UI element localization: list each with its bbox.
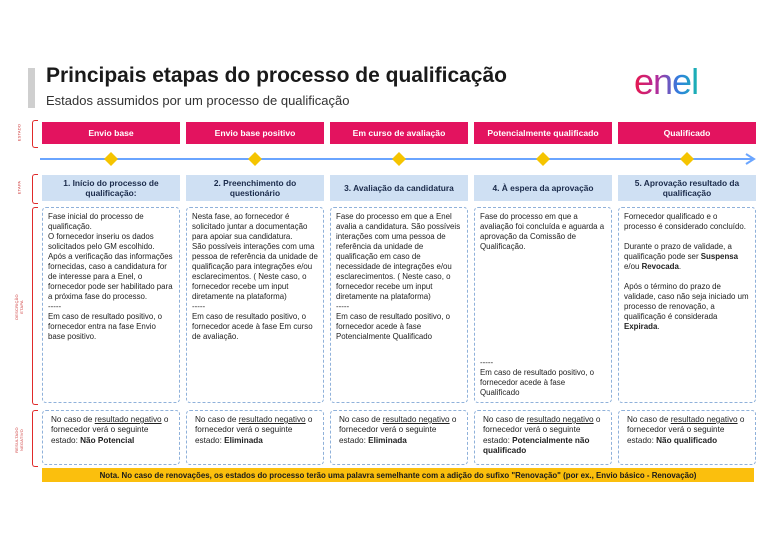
milestone-diamond <box>680 152 694 166</box>
description-text: Fase inicial do processo de qualificação. O fornecedor inseriu os dados solicitados pelo GM escolhido. Após a verificação das informações fornecidas, caso a candidatura for de interesse para a Enel, o fornecedor pode ser habilitado para a próxima fase do processo. ----- Em caso de resultado positivo, o fornecedor entra na fase Envio base positivo. <box>48 212 173 341</box>
stage-5-header: 5. Aprovação resultado da qualificação <box>618 175 756 201</box>
milestone-diamond <box>392 152 406 166</box>
side-label-description: DESCRIÇÃO ETAPA <box>14 294 24 320</box>
stage-3-negative-result: No caso de resultado negativo o fornecedor verá o seguinte estado: Eliminada <box>330 410 468 465</box>
description-text: Fornecedor qualificado e o processo é considerado concluído. Durante o prazo de validade, a qualificação pode ser Suspensa e/ou Revocada. Após o término do prazo de validade, caso não seja iniciado um processo de renovação, a qualificação é considerada Expirada. <box>624 212 749 331</box>
state-expirada: Expirada <box>624 322 658 331</box>
stage-3-description <box>330 207 468 403</box>
milestone-diamond <box>536 152 550 166</box>
page-title: Principais etapas do processo de qualificação <box>46 64 507 87</box>
status-em-curso: Em curso de avaliação <box>330 122 468 144</box>
stage-1-negative-result: No caso de resultado negativo o fornecedor verá o seguinte estado: Não Potencial <box>42 410 180 465</box>
stage-4-description <box>474 207 612 403</box>
description-text: Fase do processo em que a Enel avalia a candidatura. São possíveis interações com uma pessoa de referência da unidade de qualificação em caso de necessidade de integrações e/ou esclarecimentos. ( Neste caso, o fornecedor recebe um input diretamente na plataforma) ----- Em caso de resultado positivo, o fornecedor acede à fase Potencialmente Qualificado <box>336 212 461 341</box>
status-envio-base-positivo: Envio base positivo <box>186 122 324 144</box>
stage-2-negative-result: No caso de resultado negativo o fornecedor verá o seguinte estado: Eliminada <box>186 410 324 465</box>
side-label-stage: ETAPA <box>16 180 22 195</box>
side-label-negative: RESULTADO NEGATIVO <box>14 427 24 453</box>
status-potencialmente-qualificado: Potencialmente qualificado <box>474 122 612 144</box>
stage-5-description <box>618 207 756 403</box>
negative-state: Eliminada <box>224 435 263 445</box>
description-text: Fase do processo em que a avaliação foi concluída e aguarda a aprovação da Comissão de Qualificação. <box>480 212 605 251</box>
stage-2-header: 2. Preenchimento do questionário <box>186 175 324 201</box>
stage-5-negative-result: No caso de resultado negativo o fornecedor verá o seguinte estado: Não qualificado <box>618 410 756 465</box>
enel-logo <box>632 64 728 104</box>
negative-row-bracket <box>32 410 38 467</box>
state-suspensa: Suspensa <box>700 252 739 261</box>
page-subtitle: Estados assumidos por um processo de qualificação <box>46 93 350 108</box>
stage-1-description <box>42 207 180 403</box>
negative-state: Não qualificado <box>656 435 718 445</box>
description-outcome-text: ----- Em caso de resultado positivo, o fornecedor acede à fase Qualificado <box>480 358 595 397</box>
process-timeline <box>40 151 762 167</box>
stage-4-negative-result: No caso de resultado negativo o fornecedor verá o seguinte estado: Potencialmente não qualificado <box>474 410 612 465</box>
stage-4-header: 4. À espera da aprovação <box>474 175 612 201</box>
negative-state: Potencialmente não qualificado <box>483 435 590 456</box>
description-text: Nesta fase, ao fornecedor é solicitado juntar a documentação para apoiar sua candidatura. São possíveis interações com uma pessoa de referência da unidade de qualificação para integrações e/ou esclarecimentos. ( Neste caso, o fornecedor recebe um input diretamente na plataforma) ----- Em caso de resultado positivo, o fornecedor acede à fase Em curso de avaliação. <box>192 212 318 341</box>
side-label-status: ESTADO <box>16 123 22 142</box>
stage-row-bracket <box>32 174 38 204</box>
description-row-bracket <box>32 207 38 405</box>
stage-2-description <box>186 207 324 403</box>
stage-3-header: 3. Avaliação da candidatura <box>330 175 468 201</box>
status-envio-base: Envio base <box>42 122 180 144</box>
negative-state: Eliminada <box>368 435 407 445</box>
state-revocada: Revocada <box>641 262 679 271</box>
status-row-bracket <box>32 120 38 148</box>
title-accent-bar <box>28 68 35 108</box>
renewal-note: Nota. No caso de renovações, os estados do processo terão uma palavra semelhante com a adição do sufixo "Renovação" (por ex., Envio básico - Renovação) <box>42 468 754 482</box>
milestone-diamond <box>104 152 118 166</box>
stage-1-header: 1. Início do processo de qualificação: <box>42 175 180 201</box>
status-qualificado: Qualificado <box>618 122 756 144</box>
milestone-diamond <box>248 152 262 166</box>
negative-state: Não Potencial <box>80 435 135 445</box>
svg-text:enel: enel <box>634 64 699 102</box>
